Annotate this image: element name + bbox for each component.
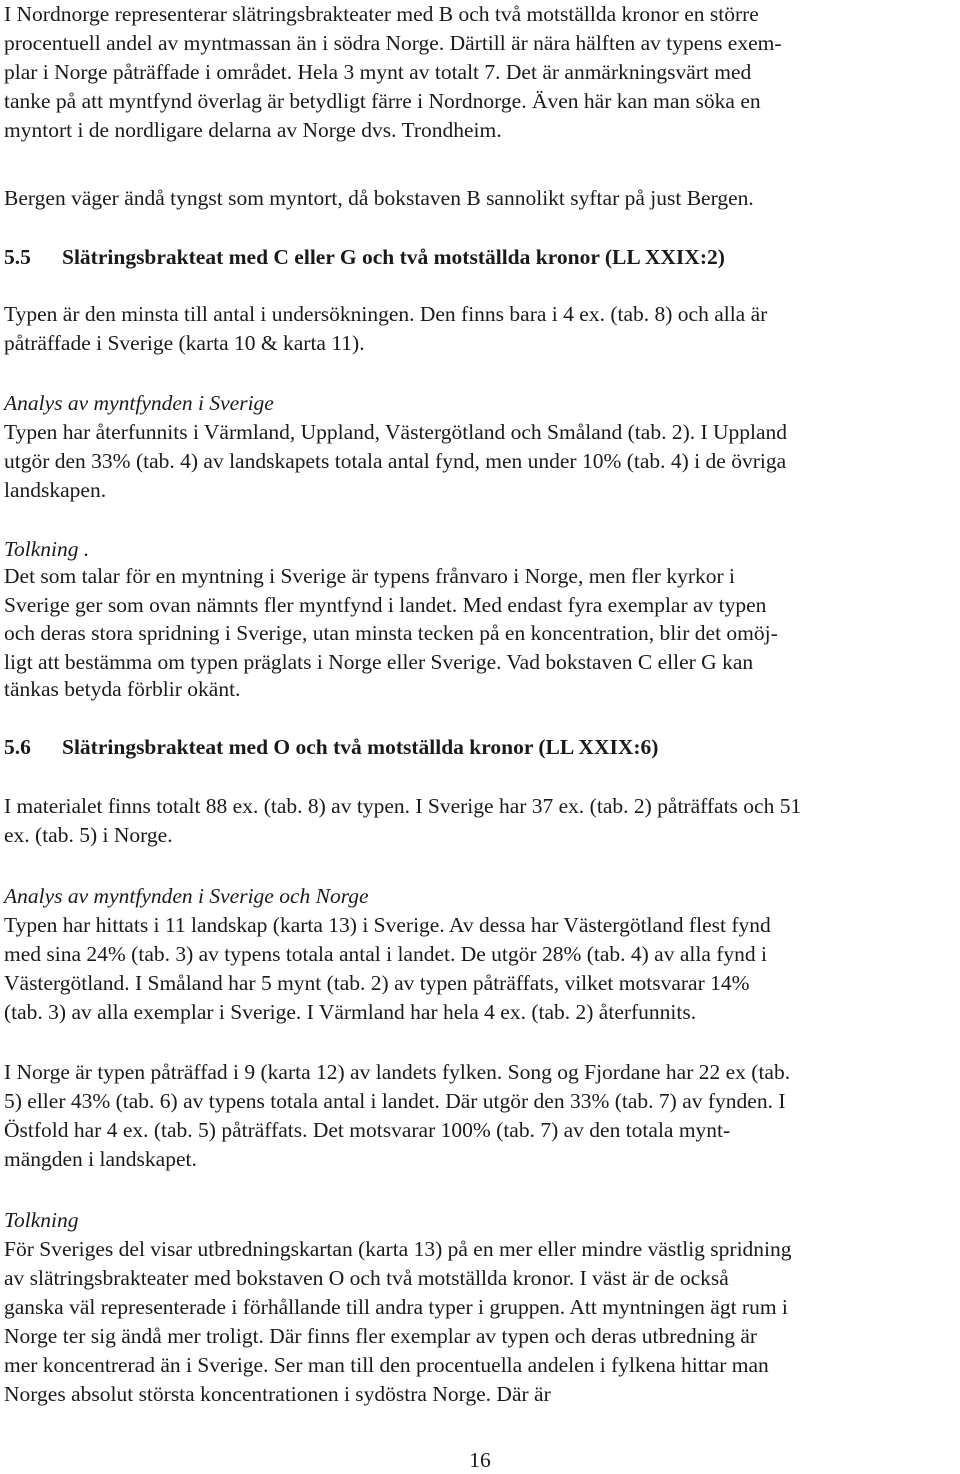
text-line: mängden i landskapet. bbox=[4, 1147, 197, 1171]
text-line: Västergötland. I Småland har 5 mynt (tab. 2) av typen påträffats, vilket motsvarar 14% bbox=[4, 971, 750, 995]
text-line: ganska väl representerade i förhållande till andra typer i gruppen. Att myntningen ägt rum i bbox=[4, 1295, 788, 1319]
section-heading bbox=[4, 243, 725, 271]
text-line: Typen har hittats i 11 landskap (karta 13) i Sverige. Av dessa har Västergötland flest fynd bbox=[4, 913, 771, 937]
text-line: tänkas betyda förblir okänt. bbox=[4, 677, 241, 701]
text-line: påträffade i Sverige (karta 10 & karta 11). bbox=[4, 331, 365, 355]
text-line: av slätringsbrakteater med bokstaven O och två motställda kronor. I väst är de också bbox=[4, 1266, 729, 1290]
section-number: 5.5 bbox=[4, 245, 31, 269]
text-line: plar i Norge påträffade i området. Hela 3 mynt av totalt 7. Det är anmärkningsvärt med bbox=[4, 60, 752, 84]
text-line: ligt att bestämma om typen präglats i Norge eller Sverige. Vad bokstaven C eller G kan bbox=[4, 650, 754, 674]
text-line: Norges absolut största koncentrationen i sydöstra Norge. Där är bbox=[4, 1382, 551, 1406]
section-title: Slätringsbrakteat med C eller G och två motställda kronor (LL XXIX:2) bbox=[62, 245, 725, 269]
text-line: mer koncentrerad än i Sverige. Ser man till den procentuella andelen i fylkena hittar man bbox=[4, 1353, 769, 1377]
text-line: Norge ter sig ändå mer troligt. Där finns fler exemplar av typen och deras utbredning är bbox=[4, 1324, 758, 1348]
text-line: med sina 24% (tab. 3) av typens totala antal i landet. De utgör 28% (tab. 4) av alla fynd i bbox=[4, 942, 768, 966]
subheading-analys: Analys av myntfynden i Sverige och Norge bbox=[4, 884, 369, 908]
text-line: Typen är den minsta till antal i undersökningen. Den finns bara i 4 ex. (tab. 8) och alla är bbox=[4, 302, 768, 326]
text-line: Det som talar för en myntning i Sverige är typens frånvaro i Norge, men fler kyrkor i bbox=[4, 564, 735, 588]
text-line: I Norge är typen påträffad i 9 (karta 12) av landets fylken. Song og Fjordane har 22 ex (tab. bbox=[4, 1060, 791, 1084]
text-line: myntort i de nordligare delarna av Norge dvs. Trondheim. bbox=[4, 118, 502, 142]
subheading-tolkning: Tolkning bbox=[4, 1208, 79, 1232]
text-line: 5) eller 43% (tab. 6) av typens totala antal i landet. Där utgör den 33% (tab. 7) av fynden. I bbox=[4, 1089, 786, 1113]
text-line: procentuell andel av myntmassan än i södra Norge. Därtill är nära hälften av typens exem- bbox=[4, 31, 782, 55]
text-line: landskapen. bbox=[4, 478, 107, 502]
text-line: utgör den 33% (tab. 4) av landskapets totala antal fynd, men under 10% (tab. 4) i de övriga bbox=[4, 449, 787, 473]
text-line: I Nordnorge representerar slätringsbrakteater med B och två motställda kronor en större bbox=[4, 2, 759, 26]
text-line: och deras stora spridning i Sverige, utan minsta tecken på en koncentration, blir det omöj- bbox=[4, 621, 778, 645]
subheading-analys: Analys av myntfynden i Sverige bbox=[4, 391, 274, 415]
text-line: För Sveriges del visar utbredningskartan (karta 13) på en mer eller mindre västlig spridning bbox=[4, 1237, 792, 1261]
text-line: (tab. 3) av alla exemplar i Sverige. I Värmland har hela 4 ex. (tab. 2) återfunnits. bbox=[4, 1000, 697, 1024]
section-number: 5.6 bbox=[4, 735, 31, 759]
text-line: Östfold har 4 ex. (tab. 5) påträffats. Det motsvarar 100% (tab. 7) av den totala mynt- bbox=[4, 1118, 731, 1142]
text-line: Typen har återfunnits i Värmland, Uppland, Västergötland och Småland (tab. 2). I Uppland bbox=[4, 420, 788, 444]
text-line: Bergen väger ändå tyngst som myntort, då bokstaven B sannolikt syftar på just Bergen. bbox=[4, 186, 754, 210]
page-number: 16 bbox=[469, 1448, 491, 1472]
subheading-tolkning: Tolkning . bbox=[4, 537, 90, 561]
section-heading bbox=[4, 733, 658, 761]
text-line: tanke på att myntfynd överlag är betydligt färre i Nordnorge. Även här kan man söka en bbox=[4, 89, 761, 113]
text-line: Sverige ger som ovan nämnts fler myntfynd i landet. Med endast fyra exemplar av typen bbox=[4, 593, 767, 617]
section-title: Slätringsbrakteat med O och två motställda kronor (LL XXIX:6) bbox=[62, 735, 659, 759]
text-line: ex. (tab. 5) i Norge. bbox=[4, 823, 173, 847]
text-line: I materialet finns totalt 88 ex. (tab. 8) av typen. I Sverige har 37 ex. (tab. 2) påträffats och 51 bbox=[4, 794, 802, 818]
